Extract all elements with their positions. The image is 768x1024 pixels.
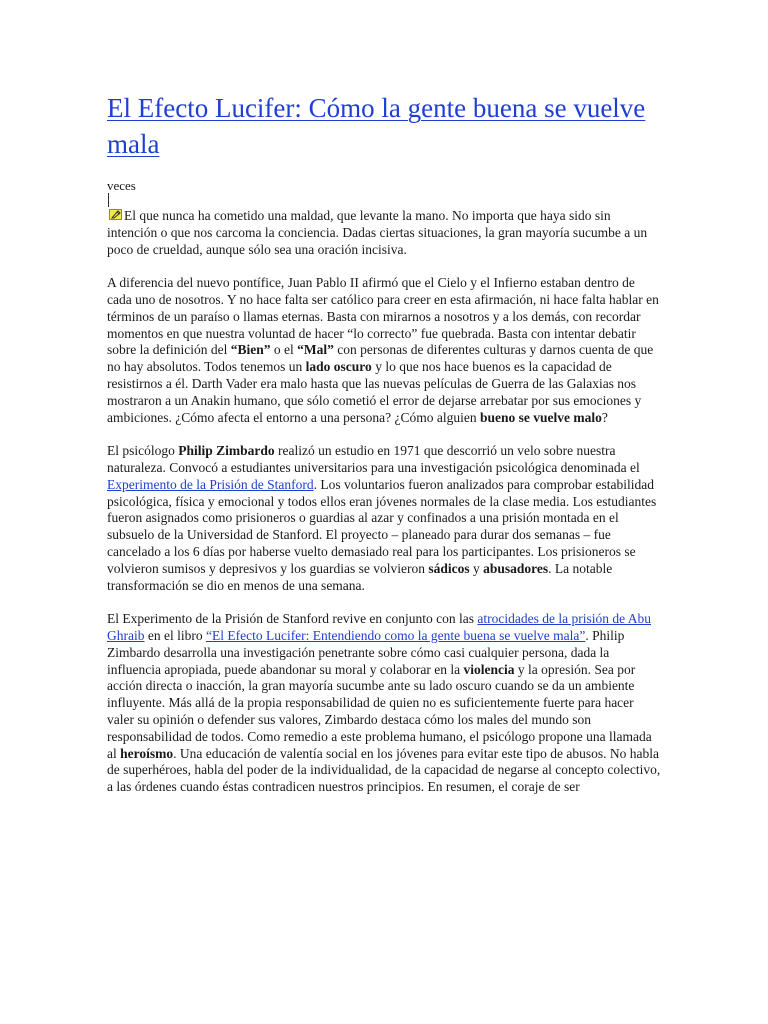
bold-text: heroísmo <box>120 745 174 761</box>
bold-text: bueno se vuelve malo <box>480 409 602 425</box>
text-run: El psicólogo <box>107 443 179 459</box>
text-run: El Experimento de la Prisión de Stanford revive en conjunto con las <box>107 611 478 627</box>
bold-text: Philip Zimbardo <box>178 443 275 459</box>
paragraph <box>107 611 662 796</box>
bold-text: lado oscuro <box>305 359 372 375</box>
paragraph <box>107 275 662 426</box>
paragraph <box>107 208 662 258</box>
text-run: y lo que nos hace buenos es la capacidad de resistirnos a él. Darth Vader era malo hasta que las nuevas películas de Guerra de las Galaxias nos mostraron a un Anakin humano, que sólo cometió el error de dejarse arrebatar por sus emociones y ambiciones. ¿Cómo afecta el entorno a una persona? ¿Cómo alguien <box>107 359 642 425</box>
paragraph <box>107 443 662 594</box>
page-title[interactable]: El Efecto Lucifer: Cómo la gente buena se vuelve mala <box>107 93 646 159</box>
text-run: . Philip Zimbardo desarrolla una investigación penetrante sobre cómo casi cualquier persona, dada la influencia apropiada, puede abandonar su moral y colaborar en la <box>107 627 625 677</box>
inline-link[interactable]: “El Efecto Lucifer: Entendiendo como la gente buena se vuelve mala” <box>205 627 586 643</box>
bold-text: “Bien” <box>230 342 271 358</box>
bold-text: “Mal” <box>297 342 334 358</box>
text-run: . La notable transformación se dio en menos de una semana. <box>107 560 613 593</box>
text-run: y la opresión. Sea por acción directa o inacción, la gran mayoría sucumbe ante su lado oscuro cuando se da un ambiente influyente. Más allá de la propia responsabilidad de quien no es suficientemente fuerte para hacer valer su opinión o defender sus valores, Zimbardo destaca cómo los males del mundo son responsabilidad de todos. Como remedio a este problema humano, el psicólogo propone una llamada al <box>107 661 652 761</box>
bold-text: abusadores <box>483 560 549 576</box>
inline-link[interactable]: atrocidades de la prisión de Abu Ghraib <box>107 611 651 643</box>
bold-text: sádicos <box>428 560 470 576</box>
text-run: . Una educación de valentía social en los jóvenes para evitar este tipo de abusos. No habla de superhéroes, habla del poder de la individualidad, de la capacidad de negarse al concepto colectivo, a las órdenes cuando éstas contradicen nuestros principios. En resumen, el coraje de ser <box>107 745 661 795</box>
text-run: . Los voluntarios fueron analizados para comprobar estabilidad psicológica, física y emocional y todos ellos eran jóvenes normales de la clase media. Los estudiantes fueron asignados como prisioneros o guardias al azar y confinados a una prisión montada en el subsuelo de la Universidad de Stanford. El proyecto – planeado para durar dos semanas – fue cancelado a los 6 días por haberse vuelto demasiado real para los participantes. Los prisioneros se volvieron sumisos y depresivos y los guardias se volvieron <box>107 476 657 576</box>
text-cursor <box>108 193 109 207</box>
meta-label: veces <box>107 178 136 193</box>
text-run: El que nunca ha cometido una maldad, que levante la mano. No importa que haya sido sin intención o que nos carcoma la conciencia. Dadas ciertas situaciones, la gran mayoría sucumbe a un poco de crueldad, aunque sólo sea una oración incisiva. <box>107 208 648 257</box>
inline-link[interactable]: Experimento de la Prisión de Stanford <box>107 476 314 492</box>
text-run: realizó un estudio en 1971 que descorrió un velo sobre nuestra naturaleza. Convocó a estudiantes universitarios para una investigación psicológica denominada el <box>107 443 640 475</box>
text-run: ? <box>601 409 608 425</box>
text-run: en el libro <box>144 627 206 643</box>
text-run: con personas de diferentes culturas y darnos cuenta de que no hay absolutos. Todos tenemos un <box>107 342 654 375</box>
bold-text: violencia <box>463 661 515 677</box>
text-run: A diferencia del nuevo pontífice, Juan Pablo II afirmó que el Cielo y el Infierno estaban dentro de cada uno de nosotros. Y no hace falta ser católico para creer en esta afirmación, ni hace falta hablar en términos de un paraíso o llamas eternas. Basta con mirarnos a nosotros y a los demás, con recordar momentos en que nuestra voluntad de hacer “lo correcto” fue quebrada. Basta con intentar debatir sobre la definición del <box>107 275 659 358</box>
text-run: y <box>469 560 484 576</box>
article-body <box>107 208 662 813</box>
text-run: o el <box>270 342 298 358</box>
